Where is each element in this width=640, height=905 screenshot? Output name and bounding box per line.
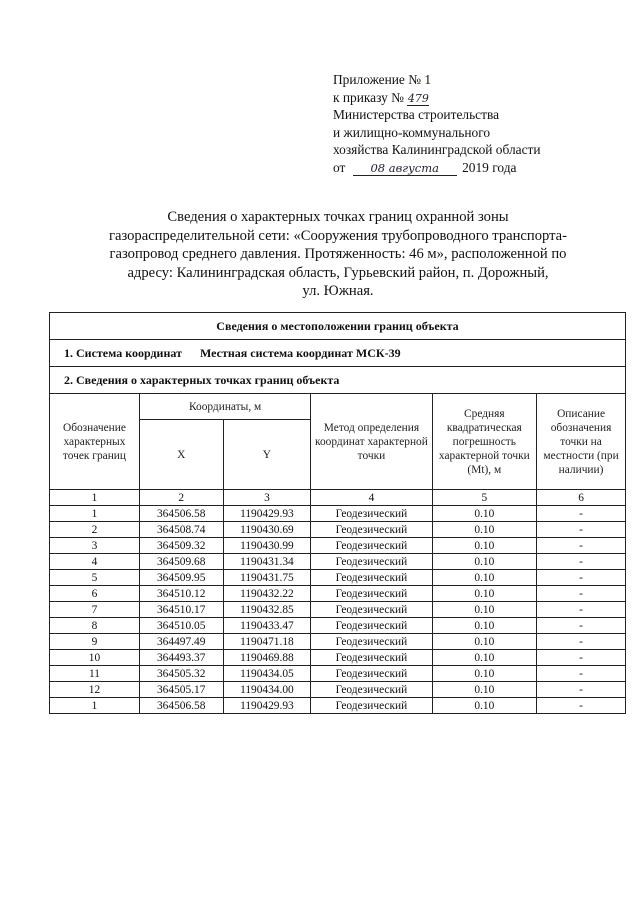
accuracy-cell: 0.10 <box>432 666 537 682</box>
table-row <box>50 666 626 682</box>
header-y: Y <box>223 420 311 490</box>
date-prefix: от <box>333 159 346 175</box>
table-row <box>50 506 626 522</box>
date-suffix: 2019 года <box>462 159 517 175</box>
coordinate-system-label: 1. Система координат <box>64 346 182 360</box>
description-cell: - <box>537 506 626 522</box>
handwritten-date: 08 августа <box>353 162 457 176</box>
point-cell: 6 <box>50 586 140 602</box>
point-cell: 9 <box>50 634 140 650</box>
point-cell: 10 <box>50 650 140 666</box>
description-cell: - <box>537 554 626 570</box>
description-cell: - <box>537 698 626 714</box>
ministry-line-2: и жилищно-коммунального <box>333 124 491 140</box>
method-cell: Геодезический <box>311 698 432 714</box>
accuracy-cell: 0.10 <box>432 650 537 666</box>
ministry-line-3: хозяйства Калининградской области <box>333 142 541 158</box>
x-coordinate-cell: 364509.68 <box>139 554 223 570</box>
method-cell: Геодезический <box>311 506 432 522</box>
table-row <box>50 522 626 538</box>
description-cell: - <box>537 666 626 682</box>
accuracy-cell: 0.10 <box>432 698 537 714</box>
y-coordinate-cell: 1190429.93 <box>223 698 311 714</box>
table-row <box>50 538 626 554</box>
x-coordinate-cell: 364497.49 <box>139 634 223 650</box>
boundary-points-table <box>49 312 626 714</box>
order-prefix: к приказу № <box>333 89 404 105</box>
description-cell: - <box>537 618 626 634</box>
column-numbers-row <box>50 490 626 506</box>
header-description: Описание обозначения точки на местности (при наличии) <box>537 394 626 490</box>
point-cell: 1 <box>50 506 140 522</box>
point-cell: 3 <box>50 538 140 554</box>
point-cell: 2 <box>50 522 140 538</box>
points-section-title: 2. Сведения о характерных точках границ объекта <box>50 367 626 394</box>
y-coordinate-cell: 1190434.05 <box>223 666 311 682</box>
table-row <box>50 570 626 586</box>
header-coordinates: Координаты, м <box>139 394 310 420</box>
table-row <box>50 618 626 634</box>
coordinate-system-row <box>50 340 626 367</box>
y-coordinate-cell: 1190430.99 <box>223 538 311 554</box>
x-coordinate-cell: 364506.58 <box>139 506 223 522</box>
appendix-number: Приложение № 1 <box>333 72 432 87</box>
point-cell: 4 <box>50 554 140 570</box>
method-cell: Геодезический <box>311 666 432 682</box>
point-cell: 5 <box>50 570 140 586</box>
description-cell: - <box>537 522 626 538</box>
order-reference <box>333 89 633 107</box>
accuracy-cell: 0.10 <box>432 618 537 634</box>
point-cell: 11 <box>50 666 140 682</box>
point-cell: 7 <box>50 602 140 618</box>
accuracy-cell: 0.10 <box>432 506 537 522</box>
y-coordinate-cell: 1190429.93 <box>223 506 311 522</box>
y-coordinate-cell: 1190431.75 <box>223 570 311 586</box>
method-cell: Геодезический <box>311 650 432 666</box>
y-coordinate-cell: 1190432.85 <box>223 602 311 618</box>
table-row <box>50 682 626 698</box>
order-date <box>333 159 633 177</box>
x-coordinate-cell: 364493.37 <box>139 650 223 666</box>
accuracy-cell: 0.10 <box>432 602 537 618</box>
table-row <box>50 634 626 650</box>
y-coordinate-cell: 1190469.88 <box>223 650 311 666</box>
column-number: 5 <box>432 490 537 506</box>
method-cell: Геодезический <box>311 522 432 538</box>
x-coordinate-cell: 364510.05 <box>139 618 223 634</box>
header-accuracy: Средняя квадратическая погрешность характерной точки (Mt), м <box>432 394 537 490</box>
description-cell: - <box>537 538 626 554</box>
y-coordinate-cell: 1190430.69 <box>223 522 311 538</box>
title-line-4: адресу: Калининградская область, Гурьевский район, п. Дорожный, <box>127 264 549 281</box>
x-coordinate-cell: 364505.17 <box>139 682 223 698</box>
x-coordinate-cell: 364509.95 <box>139 570 223 586</box>
column-number: 1 <box>50 490 140 506</box>
y-coordinate-cell: 1190434.00 <box>223 682 311 698</box>
description-cell: - <box>537 634 626 650</box>
method-cell: Геодезический <box>311 538 432 554</box>
method-cell: Геодезический <box>311 602 432 618</box>
column-number: 6 <box>537 490 626 506</box>
y-coordinate-cell: 1190431.34 <box>223 554 311 570</box>
title-line-3: газопровод среднего давления. Протяженность: 46 м», расположенной по <box>109 246 567 263</box>
method-cell: Геодезический <box>311 618 432 634</box>
column-number: 4 <box>311 490 432 506</box>
x-coordinate-cell: 364505.32 <box>139 666 223 682</box>
table-row <box>50 586 626 602</box>
description-cell: - <box>537 650 626 666</box>
description-cell: - <box>537 586 626 602</box>
title-line-5: ул. Южная. <box>302 283 374 300</box>
x-coordinate-cell: 364510.12 <box>139 586 223 602</box>
table-row <box>50 554 626 570</box>
table-rows <box>50 506 626 714</box>
description-cell: - <box>537 602 626 618</box>
method-cell: Геодезический <box>311 586 432 602</box>
header-x: X <box>139 420 223 490</box>
accuracy-cell: 0.10 <box>432 554 537 570</box>
accuracy-cell: 0.10 <box>432 522 537 538</box>
handwritten-order-number: 479 <box>407 91 429 105</box>
accuracy-cell: 0.10 <box>432 634 537 650</box>
title-line-2: газораспределительной сети: «Сооружения трубопроводного транспорта- <box>108 227 568 244</box>
accuracy-cell: 0.10 <box>432 682 537 698</box>
method-cell: Геодезический <box>311 682 432 698</box>
section-title: Сведения о местоположении границ объекта <box>50 313 626 340</box>
table-row <box>50 602 626 618</box>
coordinate-system-value: Местная система координат МСК-39 <box>199 346 401 360</box>
accuracy-cell: 0.10 <box>432 586 537 602</box>
ministry-line-1: Министерства строительства <box>333 107 500 123</box>
appendix-block <box>333 71 633 177</box>
x-coordinate-cell: 364506.58 <box>139 698 223 714</box>
x-coordinate-cell: 364509.32 <box>139 538 223 554</box>
method-cell: Геодезический <box>311 570 432 586</box>
point-cell: 12 <box>50 682 140 698</box>
x-coordinate-cell: 364510.17 <box>139 602 223 618</box>
title-line-1: Сведения о характерных точках границ охранной зоны <box>167 209 509 225</box>
header-point-designation: Обозначение характерных точек границ <box>50 394 140 490</box>
point-cell: 1 <box>50 698 140 714</box>
x-coordinate-cell: 364508.74 <box>139 522 223 538</box>
y-coordinate-cell: 1190433.47 <box>223 618 311 634</box>
method-cell: Геодезический <box>311 554 432 570</box>
document-title <box>60 208 616 301</box>
y-coordinate-cell: 1190432.22 <box>223 586 311 602</box>
accuracy-cell: 0.10 <box>432 570 537 586</box>
method-cell: Геодезический <box>311 634 432 650</box>
column-number: 3 <box>223 490 311 506</box>
accuracy-cell: 0.10 <box>432 538 537 554</box>
header-method: Метод определения координат характерной точки <box>311 394 432 490</box>
y-coordinate-cell: 1190471.18 <box>223 634 311 650</box>
table-row <box>50 698 626 714</box>
point-cell: 8 <box>50 618 140 634</box>
description-cell: - <box>537 682 626 698</box>
table-row <box>50 650 626 666</box>
description-cell: - <box>537 570 626 586</box>
column-number: 2 <box>139 490 223 506</box>
